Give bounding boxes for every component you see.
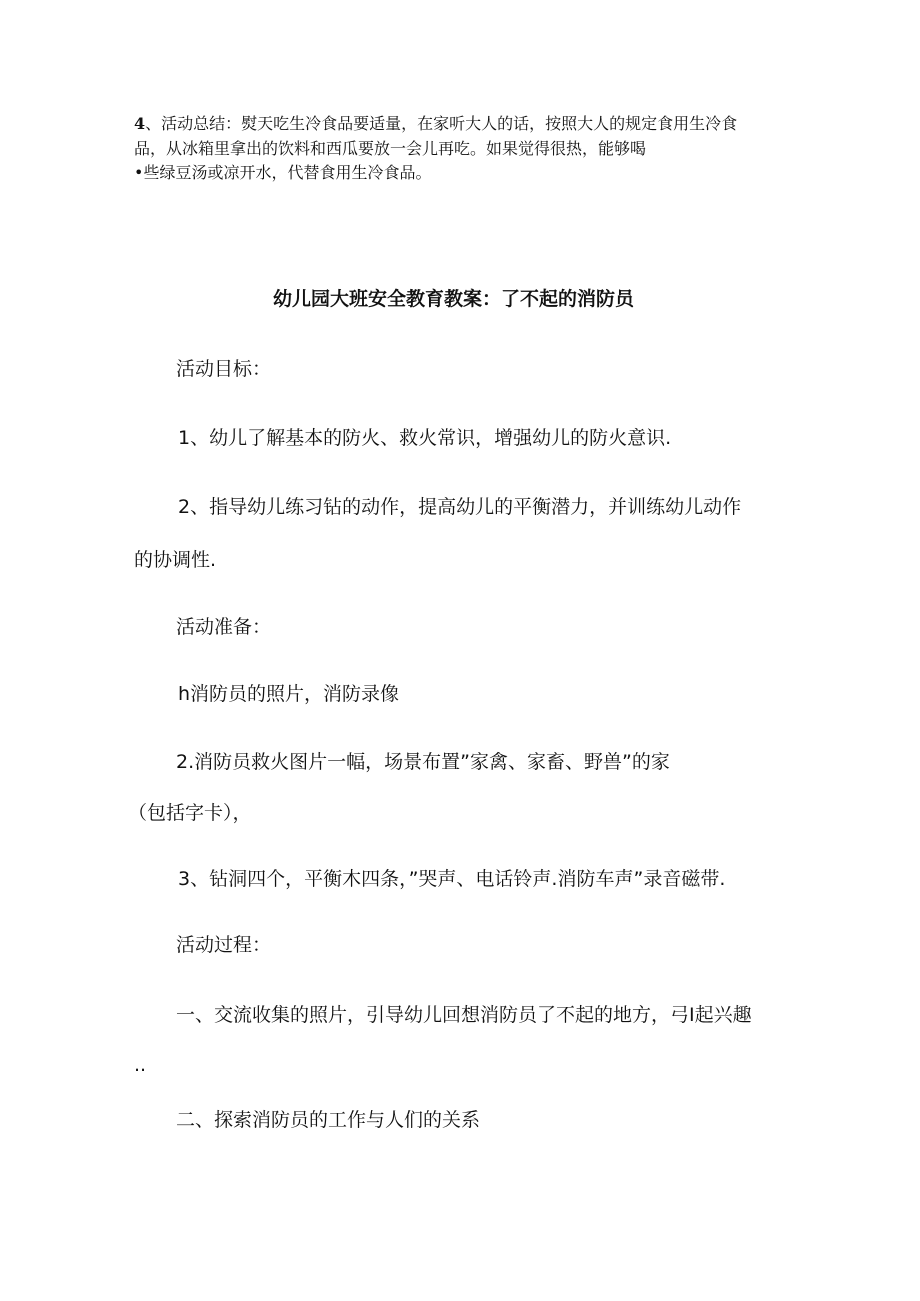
- goal-2-line-2: 的协调性.: [134, 549, 217, 571]
- prep-item-3: 3、钻洞四个，平衡木四条，”哭声、电话铃声.消防车声”录音磁带.: [178, 868, 726, 890]
- prep-item-1: h消防员的照片，消防录像: [178, 683, 400, 705]
- goal-1: 1、幼儿了解基本的防火、救火常识，增强幼儿的防火意识.: [178, 427, 672, 449]
- summary-line-3: •些绿豆汤或凉开水，代替食用生冷食品。: [134, 163, 432, 182]
- goal-2-line-1: 2、指导幼儿练习钻的动作，提高幼儿的平衡潜力，并训练幼儿动作: [178, 496, 742, 518]
- document-title: 幼儿园大班安全教育教案：了不起的消防员: [273, 288, 635, 310]
- summary-number: 4: [134, 114, 146, 133]
- summary-line-1: [134, 113, 737, 135]
- summary-line-1-text: 、活动总结：熨天吃生冷食品要适量，在家听大人的话，按照大人的规定食用生冷食: [145, 114, 738, 133]
- process-step-2: 二、探索消防员的工作与人们的关系: [176, 1109, 481, 1131]
- goals-heading: 活动目标：: [176, 358, 272, 380]
- prep-item-2-line-2: （包括字卡），: [128, 802, 252, 824]
- process-heading: 活动过程：: [176, 934, 272, 956]
- prep-item-2-line-1: 2.消防员救火图片一幅，场景布置”家禽、家畜、野兽”的家: [176, 751, 670, 773]
- summary-line-2: 品，从冰箱里拿出的饮料和西瓜要放一会儿再吃。如果觉得很热，能够喝: [134, 139, 647, 158]
- process-step-1-line-1: 一、交流收集的照片，引导幼儿回想消防员了不起的地方，弓I起兴趣: [176, 1004, 752, 1026]
- prep-heading: 活动准备：: [176, 616, 272, 638]
- process-step-1-line-2: ..: [134, 1054, 147, 1076]
